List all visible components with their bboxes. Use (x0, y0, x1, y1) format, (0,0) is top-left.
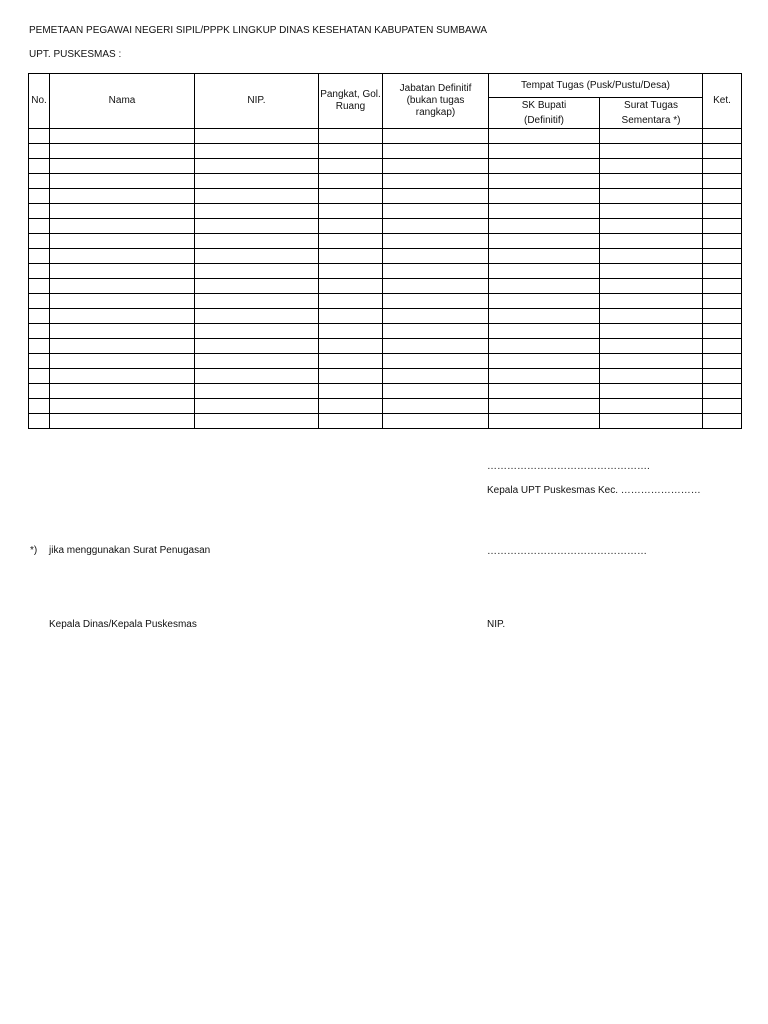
table-row (29, 339, 742, 354)
table-cell (195, 219, 319, 234)
table-cell (195, 384, 319, 399)
table-cell (489, 174, 600, 189)
table-cell (703, 414, 742, 429)
table-cell (29, 234, 50, 249)
table-cell (489, 159, 600, 174)
table-cell (600, 264, 703, 279)
table-cell (50, 369, 195, 384)
table-cell (600, 144, 703, 159)
table-row (29, 279, 742, 294)
table-cell (489, 264, 600, 279)
header-no: No. (29, 74, 50, 129)
table-cell (600, 414, 703, 429)
table-row (29, 189, 742, 204)
table-cell (195, 129, 319, 144)
right-signature-dots-2: ………………………………………… (487, 546, 647, 557)
table-cell (29, 324, 50, 339)
table-cell (703, 279, 742, 294)
table-cell (319, 384, 383, 399)
table-cell (600, 279, 703, 294)
table-cell (319, 279, 383, 294)
table-cell (319, 324, 383, 339)
table-cell (319, 159, 383, 174)
table-cell (600, 294, 703, 309)
table-cell (195, 204, 319, 219)
table-cell (600, 384, 703, 399)
table-cell (29, 219, 50, 234)
table-cell (703, 159, 742, 174)
table-cell (29, 144, 50, 159)
table-cell (195, 354, 319, 369)
table-cell (195, 414, 319, 429)
table-row (29, 294, 742, 309)
table-cell (383, 174, 489, 189)
table-cell (703, 369, 742, 384)
table-cell (600, 189, 703, 204)
table-row (29, 159, 742, 174)
table-cell (383, 264, 489, 279)
table-cell (489, 399, 600, 414)
table-cell (703, 144, 742, 159)
table-cell (50, 144, 195, 159)
table-cell (383, 249, 489, 264)
header-sk-bupati: SK Bupati (Definitif) (489, 98, 600, 129)
table-cell (383, 234, 489, 249)
table-cell (489, 354, 600, 369)
table-cell (195, 279, 319, 294)
table-header-row (29, 74, 742, 98)
table-cell (50, 249, 195, 264)
table-cell (489, 249, 600, 264)
header-jabatan: Jabatan Definitif (bukan tugas rangkap) (383, 74, 489, 129)
header-surat-tugas: Surat Tugas Sementara *) (600, 98, 703, 129)
table-cell (195, 159, 319, 174)
table-cell (489, 204, 600, 219)
table-cell (319, 354, 383, 369)
table-cell (29, 249, 50, 264)
table-row (29, 219, 742, 234)
table-cell (383, 324, 489, 339)
table-cell (600, 204, 703, 219)
table-cell (489, 384, 600, 399)
table-cell (489, 369, 600, 384)
header-nip: NIP. (195, 74, 319, 129)
table-cell (50, 129, 195, 144)
document-title: PEMETAAN PEGAWAI NEGERI SIPIL/PPPK LINGKUP DINAS KESEHATAN KABUPATEN SUMBAWA (29, 25, 488, 36)
table-row (29, 144, 742, 159)
table-cell (383, 354, 489, 369)
table-cell (50, 414, 195, 429)
table-cell (50, 354, 195, 369)
footnote-mark: *) (30, 545, 38, 556)
table-cell (50, 204, 195, 219)
table-cell (319, 414, 383, 429)
table-cell (29, 339, 50, 354)
table-cell (489, 294, 600, 309)
table-cell (383, 279, 489, 294)
table-cell (29, 309, 50, 324)
table-cell (319, 399, 383, 414)
table-cell (319, 234, 383, 249)
table-cell (29, 384, 50, 399)
table-cell (600, 369, 703, 384)
table-cell (319, 264, 383, 279)
table-cell (29, 189, 50, 204)
table-cell (319, 204, 383, 219)
table-cell (319, 129, 383, 144)
header-ket: Ket. (703, 74, 742, 129)
table-cell (703, 249, 742, 264)
table-cell (703, 234, 742, 249)
table-body (29, 129, 742, 429)
table-cell (383, 369, 489, 384)
table-cell (703, 264, 742, 279)
table-row (29, 414, 742, 429)
table-cell (703, 204, 742, 219)
table-cell (195, 174, 319, 189)
table-cell (383, 294, 489, 309)
table-cell (489, 414, 600, 429)
table-row (29, 129, 742, 144)
table-cell (29, 294, 50, 309)
table-cell (489, 324, 600, 339)
table-cell (703, 339, 742, 354)
table-cell (600, 399, 703, 414)
table-cell (29, 369, 50, 384)
table-cell (50, 324, 195, 339)
table-cell (50, 189, 195, 204)
table-cell (319, 294, 383, 309)
table-cell (319, 219, 383, 234)
table-cell (29, 174, 50, 189)
table-cell (29, 264, 50, 279)
table-row (29, 204, 742, 219)
table-cell (383, 399, 489, 414)
table-cell (489, 144, 600, 159)
table-cell (29, 414, 50, 429)
table-cell (600, 354, 703, 369)
table-row (29, 309, 742, 324)
table-cell (489, 279, 600, 294)
table-cell (50, 339, 195, 354)
table-cell (703, 399, 742, 414)
table-cell (29, 399, 50, 414)
table-cell (383, 129, 489, 144)
table-cell (50, 219, 195, 234)
table-cell (29, 129, 50, 144)
table-cell (383, 189, 489, 204)
table-cell (195, 309, 319, 324)
table-cell (50, 234, 195, 249)
table-row (29, 174, 742, 189)
footnote-text: jika menggunakan Surat Penugasan (49, 545, 211, 556)
header-nama: Nama (50, 74, 195, 129)
table-cell (703, 174, 742, 189)
upt-puskesmas-label: UPT. PUSKESMAS : (29, 49, 122, 60)
table-cell (29, 354, 50, 369)
table-cell (29, 159, 50, 174)
table-cell (703, 189, 742, 204)
table-cell (383, 144, 489, 159)
table-cell (600, 249, 703, 264)
table-cell (319, 339, 383, 354)
table-cell (195, 369, 319, 384)
right-signature-dots-1: …………………………………………. (487, 461, 650, 472)
table-cell (29, 204, 50, 219)
table-row (29, 369, 742, 384)
table-cell (195, 324, 319, 339)
nip-label: NIP. (487, 619, 506, 630)
table-cell (489, 129, 600, 144)
table-cell (383, 339, 489, 354)
table-cell (50, 159, 195, 174)
table-cell (489, 234, 600, 249)
kepala-upt-label: Kepala UPT Puskesmas Kec. …………………… (487, 485, 701, 496)
table-cell (195, 264, 319, 279)
table-cell (600, 339, 703, 354)
table-cell (195, 144, 319, 159)
table-cell (383, 384, 489, 399)
table-cell (703, 219, 742, 234)
table-cell (600, 174, 703, 189)
table-cell (489, 189, 600, 204)
table-cell (600, 219, 703, 234)
table-cell (50, 399, 195, 414)
table-cell (195, 234, 319, 249)
table-cell (29, 279, 50, 294)
table-cell (195, 189, 319, 204)
table-cell (489, 339, 600, 354)
table-cell (50, 294, 195, 309)
table-cell (383, 204, 489, 219)
table-cell (703, 129, 742, 144)
table-cell (319, 249, 383, 264)
table-cell (703, 384, 742, 399)
table-cell (489, 309, 600, 324)
table-cell (319, 174, 383, 189)
table-cell (703, 294, 742, 309)
table-cell (195, 294, 319, 309)
table-cell (383, 309, 489, 324)
table-cell (50, 264, 195, 279)
table-cell (600, 324, 703, 339)
kepala-dinas-label: Kepala Dinas/Kepala Puskesmas (49, 619, 197, 630)
table-row (29, 324, 742, 339)
table-cell (489, 219, 600, 234)
table-cell (383, 219, 489, 234)
table-row (29, 399, 742, 414)
table-cell (319, 309, 383, 324)
table-row (29, 249, 742, 264)
table-cell (383, 159, 489, 174)
header-tempat-tugas: Tempat Tugas (Pusk/Pustu/Desa) (489, 74, 703, 98)
table-cell (50, 279, 195, 294)
employee-mapping-table (28, 73, 742, 429)
table-row (29, 384, 742, 399)
table-row (29, 354, 742, 369)
table-cell (703, 309, 742, 324)
table-cell (703, 354, 742, 369)
table-cell (50, 384, 195, 399)
table-row (29, 264, 742, 279)
table-cell (195, 399, 319, 414)
table-cell (195, 339, 319, 354)
table-cell (50, 309, 195, 324)
table-cell (319, 369, 383, 384)
table-cell (703, 324, 742, 339)
table-cell (383, 414, 489, 429)
header-pangkat: Pangkat, Gol. Ruang (319, 74, 383, 129)
table-cell (319, 189, 383, 204)
table-cell (50, 174, 195, 189)
table-row (29, 234, 742, 249)
table-cell (319, 144, 383, 159)
table-cell (600, 234, 703, 249)
table-cell (600, 129, 703, 144)
table-cell (600, 309, 703, 324)
table-cell (600, 159, 703, 174)
table-cell (195, 249, 319, 264)
